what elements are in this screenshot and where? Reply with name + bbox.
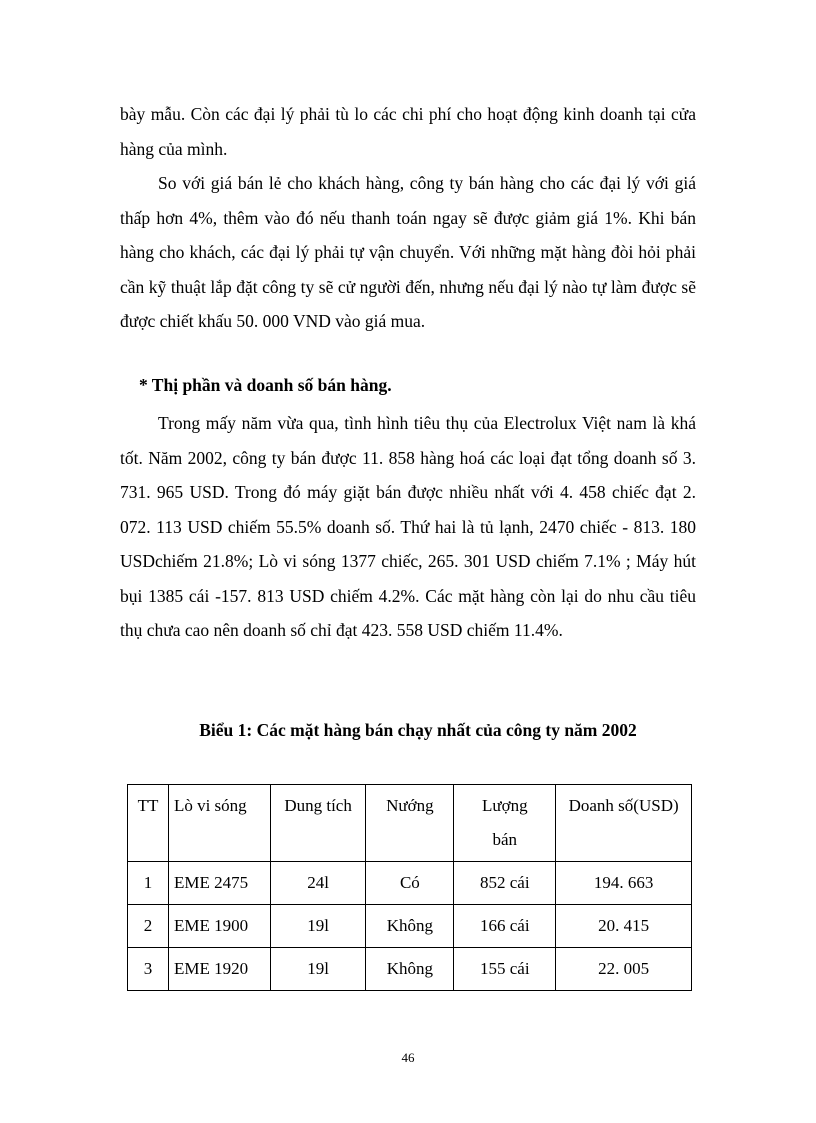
table-cell: EME 1920 (168, 948, 270, 991)
table-cell: Có (366, 862, 454, 905)
header-cell: Lò vi sóng (168, 785, 270, 862)
table-cell: Không (366, 948, 454, 991)
table-cell: 3 (128, 948, 169, 991)
table-row (128, 948, 692, 991)
header-cell: Dung tích (270, 785, 366, 862)
table-cell: 1 (128, 862, 169, 905)
table-cell: 2 (128, 905, 169, 948)
table-caption: Biểu 1: Các mặt hàng bán chạy nhất của công ty năm 2002 (199, 720, 637, 740)
table-cell: 24l (270, 862, 366, 905)
product-table (127, 784, 692, 991)
section-heading: * Thị phần và doanh số bán hàng. (139, 375, 392, 395)
table-header-row (128, 785, 692, 862)
table-row (128, 862, 692, 905)
paragraph-sales: Trong mấy năm vừa qua, tình hình tiêu thụ của Electrolux Việt nam là khá tốt. Năm 2002, công ty bán được 11. 858 hàng hoá các loại đạt tổng doanh số 3. 731. 965 USD. Trong đó máy giặt bán được nhiều nhất với 4. 458 chiếc đạt 2. 072. 113 USD chiếm 55.5% doanh số. Thứ hai là tủ lạnh, 2470 chiếc - 813. 180 USDchiếm 21.8%; Lò vi sóng 1377 chiếc, 265. 301 USD chiếm 7.1% ; Máy hút bụi 1385 cái -157. 813 USD chiếm 4.2%. Các mặt hàng còn lại do nhu cầu tiêu thụ chưa cao nên doanh số chỉ đạt 423. 558 USD chiếm 11.4%. (120, 413, 696, 640)
header-cell: Nướng (366, 785, 454, 862)
table-cell: Không (366, 905, 454, 948)
page-number: 46 (401, 1050, 415, 1065)
table-cell: EME 1900 (168, 905, 270, 948)
header-cell: Doanh số(USD) (556, 785, 692, 862)
table-cell: 20. 415 (556, 905, 692, 948)
table-cell: 155 cái (454, 948, 556, 991)
paragraph-intro: bày mẫu. Còn các đại lý phải tù lo các chi phí cho hoạt động kinh doanh tại cửa hàng của mình. (120, 104, 696, 159)
paragraph-pricing: So với giá bán lẻ cho khách hàng, công ty bán hàng cho các đại lý với giá thấp hơn 4%, thêm vào đó nếu thanh toán ngay sẽ được giảm giá 1%. Khi bán hàng cho khách, các đại lý phải tự vận chuyển. Với những mặt hàng đòi hỏi phải cần kỹ thuật lắp đặt công ty sẽ cử người đến, nhưng nếu đại lý nào tự làm được sẽ được chiết khấu 50. 000 VND vào giá mua. (120, 173, 696, 331)
table-row (128, 905, 692, 948)
table-cell: 852 cái (454, 862, 556, 905)
table-cell: 166 cái (454, 905, 556, 948)
table-cell: 19l (270, 948, 366, 991)
table-cell: EME 2475 (168, 862, 270, 905)
header-cell: Lượng bán (454, 785, 556, 862)
table-cell: 194. 663 (556, 862, 692, 905)
header-cell: TT (128, 785, 169, 862)
table-cell: 19l (270, 905, 366, 948)
table-cell: 22. 005 (556, 948, 692, 991)
